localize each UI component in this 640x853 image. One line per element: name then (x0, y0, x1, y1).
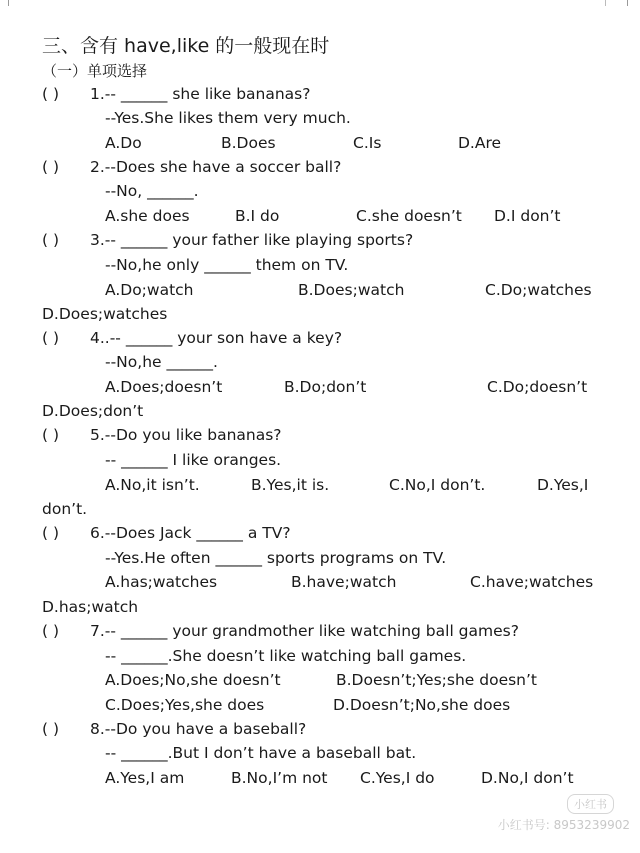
question-8 (90, 719, 306, 739)
section-subtitle: （一）单项选择 (42, 62, 148, 80)
option-d: D.Does;watches (42, 305, 168, 323)
option-c: C.have;watches (470, 573, 594, 591)
option-a: A.Yes,I am (105, 769, 185, 787)
answer-blank-2: ( ) (42, 158, 60, 176)
option-c: C.No,I don’t. (389, 476, 486, 494)
question-number: 7. (90, 622, 105, 640)
option-b: B.Yes,it is. (251, 476, 330, 494)
question-1-reply: --Yes.She likes them very much. (105, 109, 351, 127)
option-d: D.No,I don’t (481, 769, 574, 787)
question-4-reply: --No,he ______. (105, 353, 218, 371)
option-d: D.Are (458, 134, 502, 152)
option-d: D.Yes,I (537, 476, 589, 494)
page-edge-mark (8, 0, 9, 6)
question-8-reply: -- ______.But I don’t have a baseball bat. (105, 744, 417, 762)
option-d: D.I don’t (494, 207, 561, 225)
option-a: A.Does;No,she doesn’t (105, 671, 281, 689)
option-c: C.Yes,I do (360, 769, 435, 787)
option-a: A.Does;doesn’t (105, 378, 223, 396)
question-7-reply: -- ______.She doesn’t like watching ball games. (105, 647, 467, 665)
answer-blank-5: ( ) (42, 426, 60, 444)
option-d: D.Doesn’t;No,she does (333, 696, 511, 714)
option-c: C.Does;Yes,she does (105, 696, 265, 714)
question-number: 5. (90, 426, 105, 444)
question-text: --Does Jack ______ a TV? (104, 524, 291, 542)
option-b: B.have;watch (291, 573, 397, 591)
question-2 (90, 157, 341, 177)
answer-blank-8: ( ) (42, 720, 60, 738)
answer-blank-6: ( ) (42, 524, 60, 542)
question-text: --Do you like bananas? (104, 426, 282, 444)
option-c: C.Do;watches (485, 281, 592, 299)
watermark-text: 小红书号: 8953239902 (497, 818, 630, 832)
option-d: D.Does;don’t (42, 402, 144, 420)
option-c: C.she doesn’t (356, 207, 462, 225)
option-b: B.Does;watch (298, 281, 405, 299)
question-6 (90, 523, 291, 543)
option-b: B.Do;don’t (284, 378, 367, 396)
question-number: 3. (90, 231, 105, 249)
option-b: B.I do (235, 207, 280, 225)
option-b: B.Does (221, 134, 276, 152)
question-text: --Do you have a baseball? (104, 720, 307, 738)
question-text: -- ______ your son have a key? (109, 329, 343, 347)
question-number: 4.. (90, 329, 110, 347)
option-a: A.Do;watch (105, 281, 194, 299)
question-text: -- ______ she like bananas? (104, 85, 311, 103)
option-a: A.No,it isn’t. (105, 476, 200, 494)
section-title: 三、含有 have,like 的一般现在时 (42, 35, 330, 57)
answer-blank-7: ( ) (42, 622, 60, 640)
question-1 (90, 84, 310, 104)
question-4 (90, 328, 342, 348)
answer-blank-4: ( ) (42, 329, 60, 347)
question-text: -- ______ your father like playing sports? (104, 231, 414, 249)
option-c: C.Is (353, 134, 382, 152)
option-b: B.No,I’m not (231, 769, 328, 787)
answer-blank-1: ( ) (42, 85, 60, 103)
question-text: -- ______ your grandmother like watching ball games? (104, 622, 519, 640)
page-edge-mark (627, 0, 628, 6)
question-number: 8. (90, 720, 105, 738)
option-a: A.Do (105, 134, 142, 152)
option-a: A.she does (105, 207, 190, 225)
question-text: --Does she have a soccer ball? (104, 158, 342, 176)
watermark-logo: 小红书 (567, 794, 614, 814)
page-edge-mark (605, 0, 606, 6)
answer-blank-3: ( ) (42, 231, 60, 249)
question-3-reply: --No,he only ______ them on TV. (105, 256, 349, 274)
option-b: B.Doesn’t;Yes;she doesn’t (336, 671, 538, 689)
question-3 (90, 230, 413, 250)
question-2-reply: --No, ______. (105, 182, 199, 200)
question-7 (90, 621, 519, 641)
question-6-reply: --Yes.He often ______ sports programs on TV. (105, 549, 447, 567)
question-5 (90, 425, 282, 445)
question-number: 2. (90, 158, 105, 176)
question-5-reply: -- ______ I like oranges. (105, 451, 282, 469)
watermark (470, 790, 630, 840)
option-a: A.has;watches (105, 573, 218, 591)
question-number: 6. (90, 524, 105, 542)
question-number: 1. (90, 85, 105, 103)
option-d: D.has;watch (42, 598, 139, 616)
option-c: C.Do;doesn’t (487, 378, 588, 396)
option-d-continued: don’t. (42, 500, 88, 518)
